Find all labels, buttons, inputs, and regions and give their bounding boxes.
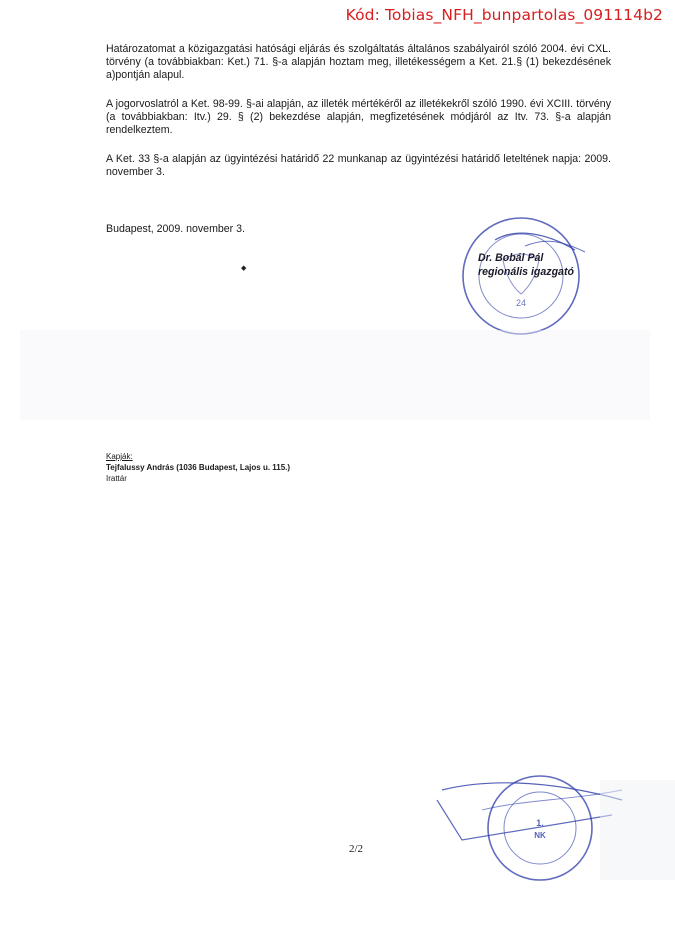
signatory-title: regionális igazgató	[478, 265, 574, 278]
round-stamp-second	[422, 770, 632, 890]
signatory-name: Dr. Bobál Pál	[478, 252, 544, 264]
stamp-number: 24	[515, 298, 527, 308]
recipient-item: Tejfalussy András (1036 Budapest, Lajos u. 115.)	[106, 463, 291, 472]
page-number: 2/2	[349, 843, 364, 855]
recipients-heading: Kapják:	[106, 452, 133, 461]
recipients-list	[106, 451, 290, 484]
recipient-item: Irattár	[106, 474, 127, 483]
svg-text:NK: NK	[534, 831, 546, 840]
paragraph-legal-basis: Határozatomat a közigazgatási hatósági eljárás és szolgáltatás általános szabályairól szóló 2004. évi CXL. törvény (a továbbiakban: Ket.) 71. §-a alapján hoztam meg, illetékességem a Ket. 21.§ (1) bekezdésének a)pontján alapul.	[106, 43, 611, 82]
stamp-number: 1.	[536, 818, 544, 828]
document-code-label: Kód: Tobias_NFH_bunpartolas_091114b2	[345, 6, 663, 24]
signature-block	[478, 252, 638, 279]
ink-dot-mark: ◆	[241, 265, 247, 272]
place-date: Budapest, 2009. november 3.	[106, 223, 245, 235]
paragraph-remedy: A jogorvoslatról a Ket. 98-99. §-ai alapján, az illeték mértékéről az illetékekről szóló 1990. évi XCIII. törvény (a továbbiakban: Itv.) 29. § (2) bekezdése alapján, megfizetésének módjáról az Itv. 73. §-a alapján rendelkeztem.	[106, 98, 611, 137]
paragraph-deadline: A Ket. 33 §-a alapján az ügyintézési határidő 22 munkanap az ügyintézési határidő leteltének napja: 2009. november 3.	[106, 153, 611, 179]
